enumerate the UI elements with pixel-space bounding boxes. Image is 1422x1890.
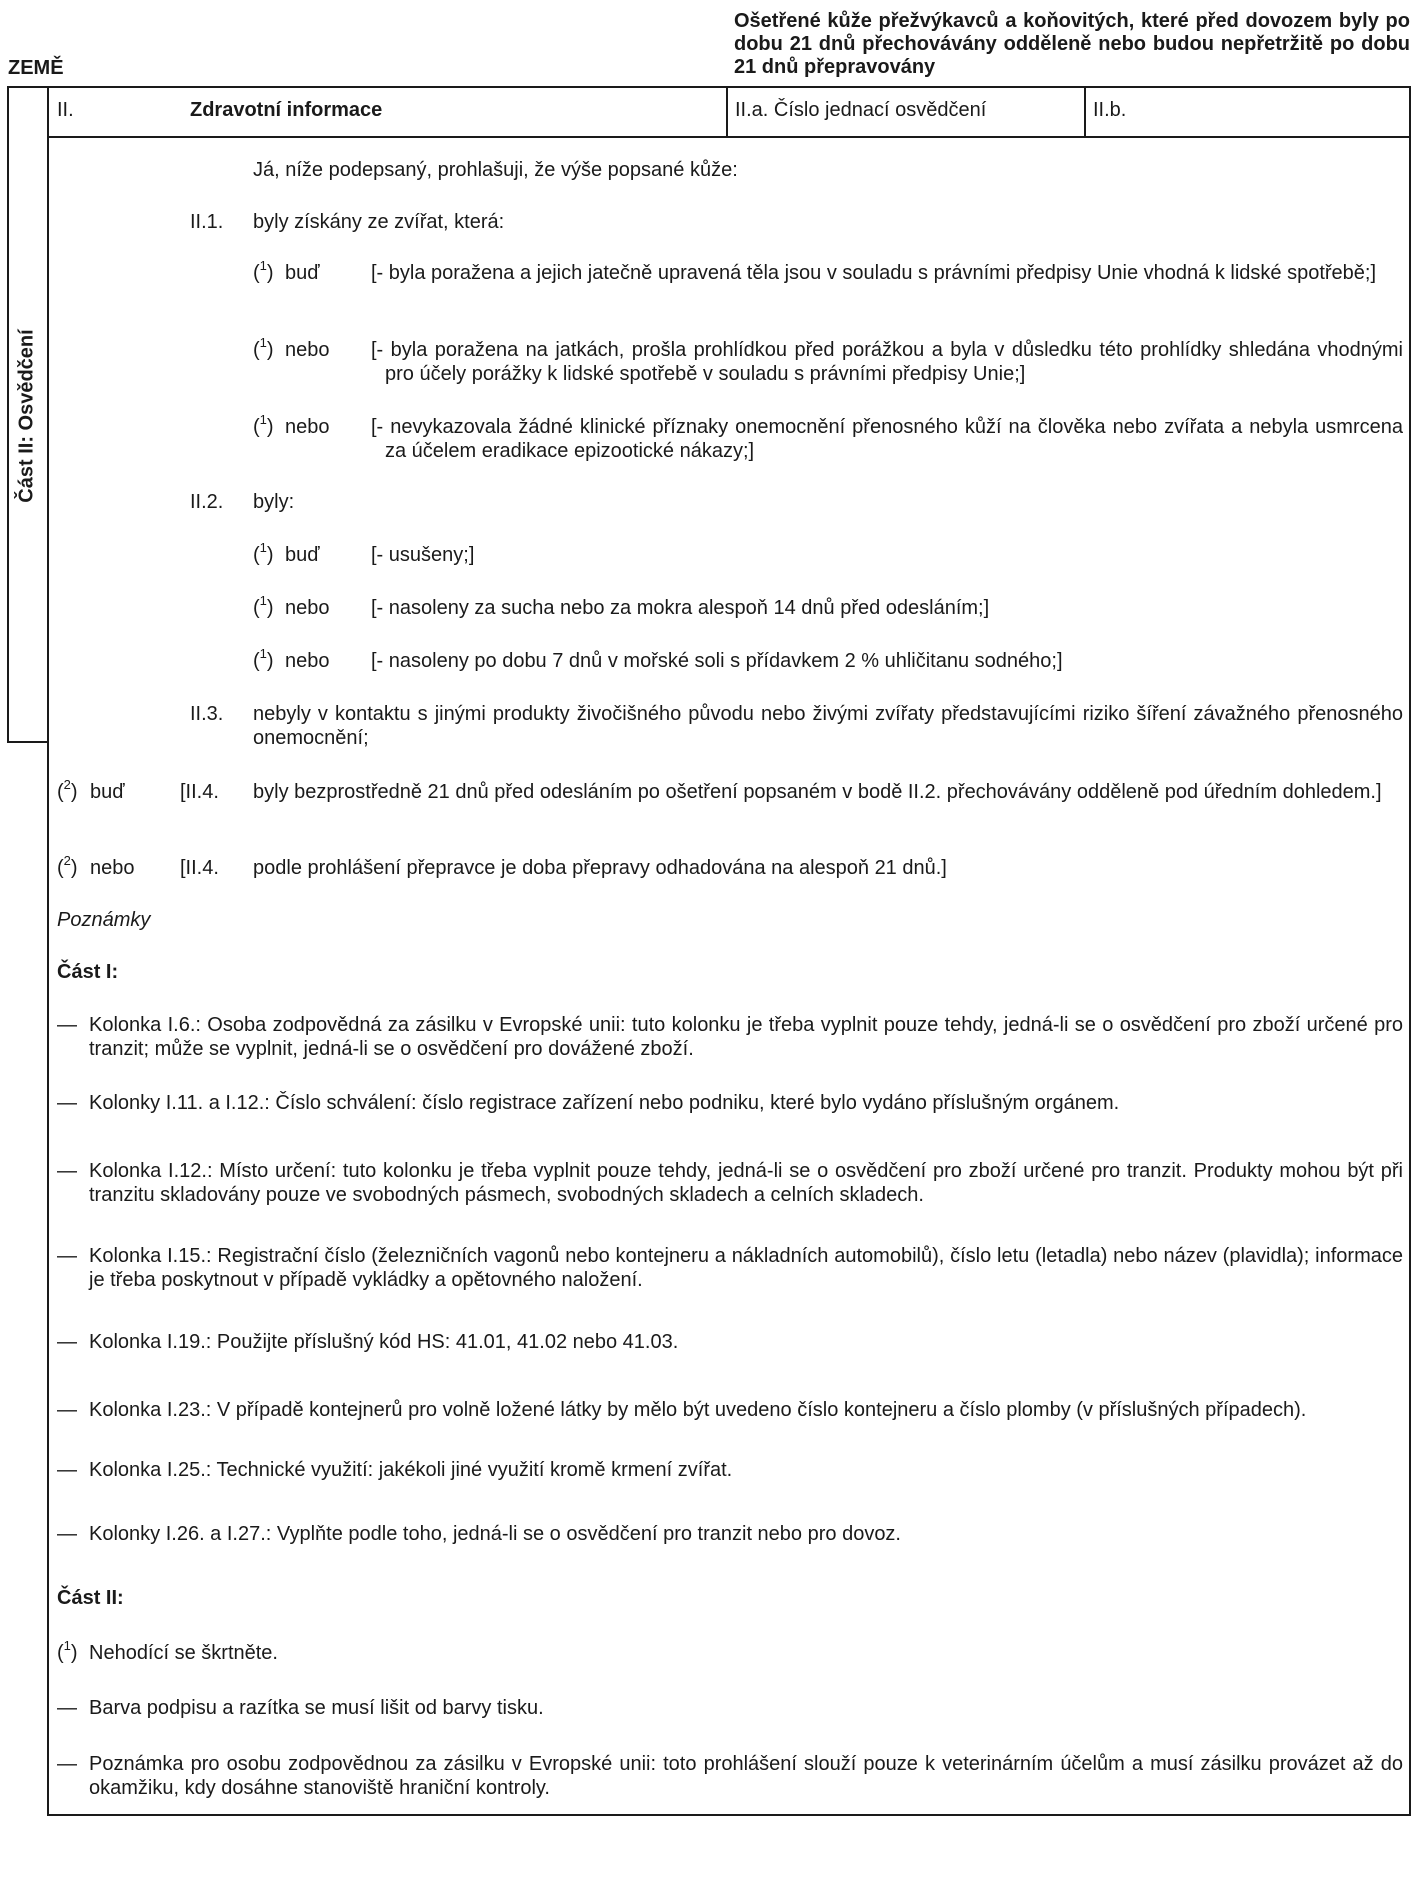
dash: —: [57, 1399, 77, 1421]
certificate-reference-label: II.a. Číslo jednací osvědčení: [735, 99, 987, 121]
note-text: Kolonka I.19.: Použijte příslušný kód HS: 41.01, 41.02 nebo 41.03.: [89, 1331, 679, 1353]
item-4b-word: nebo: [90, 857, 135, 879]
dash: —: [57, 1331, 77, 1353]
item-4b-text: podle prohlášení přepravce je doba přepravy odhadována na alespoň 21 dnů.]: [253, 857, 947, 879]
footnote-marker: ($^1$): [57, 1638, 78, 1664]
note-text: Kolonka I.23.: V případě kontejnerů pro volně ložené látky by mělo být uvedeno číslo kontejneru a číslo plomby (v příslušných případech).: [89, 1399, 1307, 1421]
header-divider-a: [726, 86, 728, 138]
dash: —: [57, 1697, 77, 1719]
dash: —: [57, 1160, 77, 1182]
dash: —: [57, 1523, 77, 1545]
note-text: Kolonka I.6.: Osoba zodpovědná za zásilku v Evropské unii: tuto kolonku je třeba vyplnit pouze tehdy, jedná-li se o osvědčení pro zboží určené pro tranzit; může se vyplnit, jedná-li se o osvědčení pro dovážené zboží.: [89, 1014, 1403, 1060]
certificate-ref-b-label: II.b.: [1093, 99, 1127, 121]
option-text: [- nasoleny za sucha nebo za mokra alespoň 14 dnů před odesláním;]: [371, 597, 990, 619]
declaration-intro: Já, níže podepsaný, prohlašuji, že výše popsané kůže:: [253, 159, 738, 181]
notes-part2-heading: Část II:: [57, 1587, 124, 1609]
option-text: [- nasoleny po dobu 7 dnů v mořské soli s přídavkem 2 % uhličitanu sodného;]: [371, 650, 1063, 672]
item-4a-marker: ($^2$): [57, 777, 78, 803]
option-text: [- usušeny;]: [371, 544, 475, 566]
item-2-text: byly:: [253, 491, 295, 513]
row-header-num: II.: [57, 99, 74, 121]
section-label: [7, 88, 47, 743]
option-marker: ($^1$): [253, 646, 274, 672]
dash: —: [57, 1459, 77, 1481]
dash: —: [57, 1753, 77, 1775]
section-label-text: Část II: Osvědčení: [16, 328, 38, 503]
option-text: [- nevykazovala žádné klinické příznaky onemocnění přenosného kůží na člověka nebo zvířata a nebyla usmrcena za účelem eradikace epizootické nákazy;]: [371, 416, 1403, 462]
item-4a-word: buď: [90, 781, 125, 803]
option-word: nebo: [285, 339, 330, 361]
option-word: nebo: [285, 650, 330, 672]
note-text: Kolonka I.25.: Technické využití: jakékoli jiné využití kromě krmení zvířat.: [89, 1459, 733, 1481]
note-text: Kolonka I.15.: Registrační číslo (železničních vagonů nebo kontejneru a nákladních automobilů), číslo letu (letadla) nebo název (plavidla); informace je třeba poskytnout v případě vykládky a opětovného naložení.: [89, 1245, 1403, 1291]
row-header-title: Zdravotní informace: [190, 99, 383, 121]
option-word: buď: [285, 262, 320, 284]
inner-left-border: [47, 86, 49, 1816]
note-text: Kolonka I.12.: Místo určení: tuto kolonku je třeba vyplnit pouze tehdy, jedná-li se o osvědčení pro zboží určené pro tranzit. Produkty mohou být při tranzitu skladovány pouze ve svobodných pásmech, svobodných skladech a celních skladech.: [89, 1160, 1403, 1206]
item-4b-marker: ($^2$): [57, 853, 78, 879]
option-marker: ($^1$): [253, 412, 274, 438]
footnote-text: Nehodící se škrtněte.: [89, 1642, 278, 1664]
note-text: Kolonky I.26. a I.27.: Vyplňte podle toho, jedná-li se o osvědčení pro tranzit nebo pro dovoz.: [89, 1523, 901, 1545]
option-word: buď: [285, 544, 320, 566]
option-word: nebo: [285, 416, 330, 438]
note-text: Barva podpisu a razítka se musí lišit od barvy tisku.: [89, 1697, 544, 1719]
dash: —: [57, 1245, 77, 1267]
item-2-number: II.2.: [190, 491, 224, 513]
option-marker: ($^1$): [253, 258, 274, 284]
right-border: [1409, 86, 1411, 1816]
top-border: [7, 86, 1411, 88]
item-3-text: nebyly v kontaktu s jinými produkty živočišného původu nebo živými zvířaty představujícími riziko šíření závažného přenosného onemocnění;: [253, 703, 1403, 749]
dash: —: [57, 1014, 77, 1036]
option-text: [- byla poražena na jatkách, prošla prohlídkou před porážkou a byla v důsledku této prohlídky shledána vhodnými pro účely porážky k lidské spotřebě v souladu s právními předpisy Unie;]: [371, 339, 1403, 385]
option-text: [- byla poražena a jejich jatečně upravená těla jsou v souladu s právními předpisy Unie vhodná k lidské spotřebě;]: [371, 262, 1377, 284]
country-label: ZEMĚ: [8, 57, 64, 79]
bottom-border: [47, 1814, 1411, 1816]
note-text: Poznámka pro osobu zodpovědnou za zásilku v Evropské unii: toto prohlášení slouží pouze k veterinárním účelům a musí zásilku provázet až do okamžiku, kdy dosáhne stanoviště hraniční kontroly.: [89, 1753, 1403, 1799]
notes-heading: Poznámky: [57, 909, 151, 931]
item-4a-number: [II.4.: [180, 781, 219, 803]
header-divider-b: [1084, 86, 1086, 138]
item-4b-number: [II.4.: [180, 857, 219, 879]
header-bottom-line: [47, 136, 1411, 138]
item-1-text: byly získány ze zvířat, která:: [253, 211, 505, 233]
option-marker: ($^1$): [253, 540, 274, 566]
item-1-number: II.1.: [190, 211, 224, 233]
note-text: Kolonky I.11. a I.12.: Číslo schválení: číslo registrace zařízení nebo podniku, které bylo vydáno příslušným orgánem.: [89, 1092, 1120, 1114]
option-marker: ($^1$): [253, 335, 274, 361]
option-marker: ($^1$): [253, 593, 274, 619]
item-3-number: II.3.: [190, 703, 224, 725]
option-word: nebo: [285, 597, 330, 619]
item-4a-text: byly bezprostředně 21 dnů před odesláním po ošetření popsaném v bodě II.2. přechovávány odděleně pod úředním dohledem.]: [253, 781, 1382, 803]
document-title: Ošetřené kůže přežvýkavců a koňovitých, které před dovozem byly po dobu 21 dnů přechovávány odděleně nebo budou nepřetržitě po dobu 21 dnů přepravovány: [734, 10, 1410, 78]
notes-part1-heading: Část I:: [57, 961, 119, 983]
dash: —: [57, 1092, 77, 1114]
